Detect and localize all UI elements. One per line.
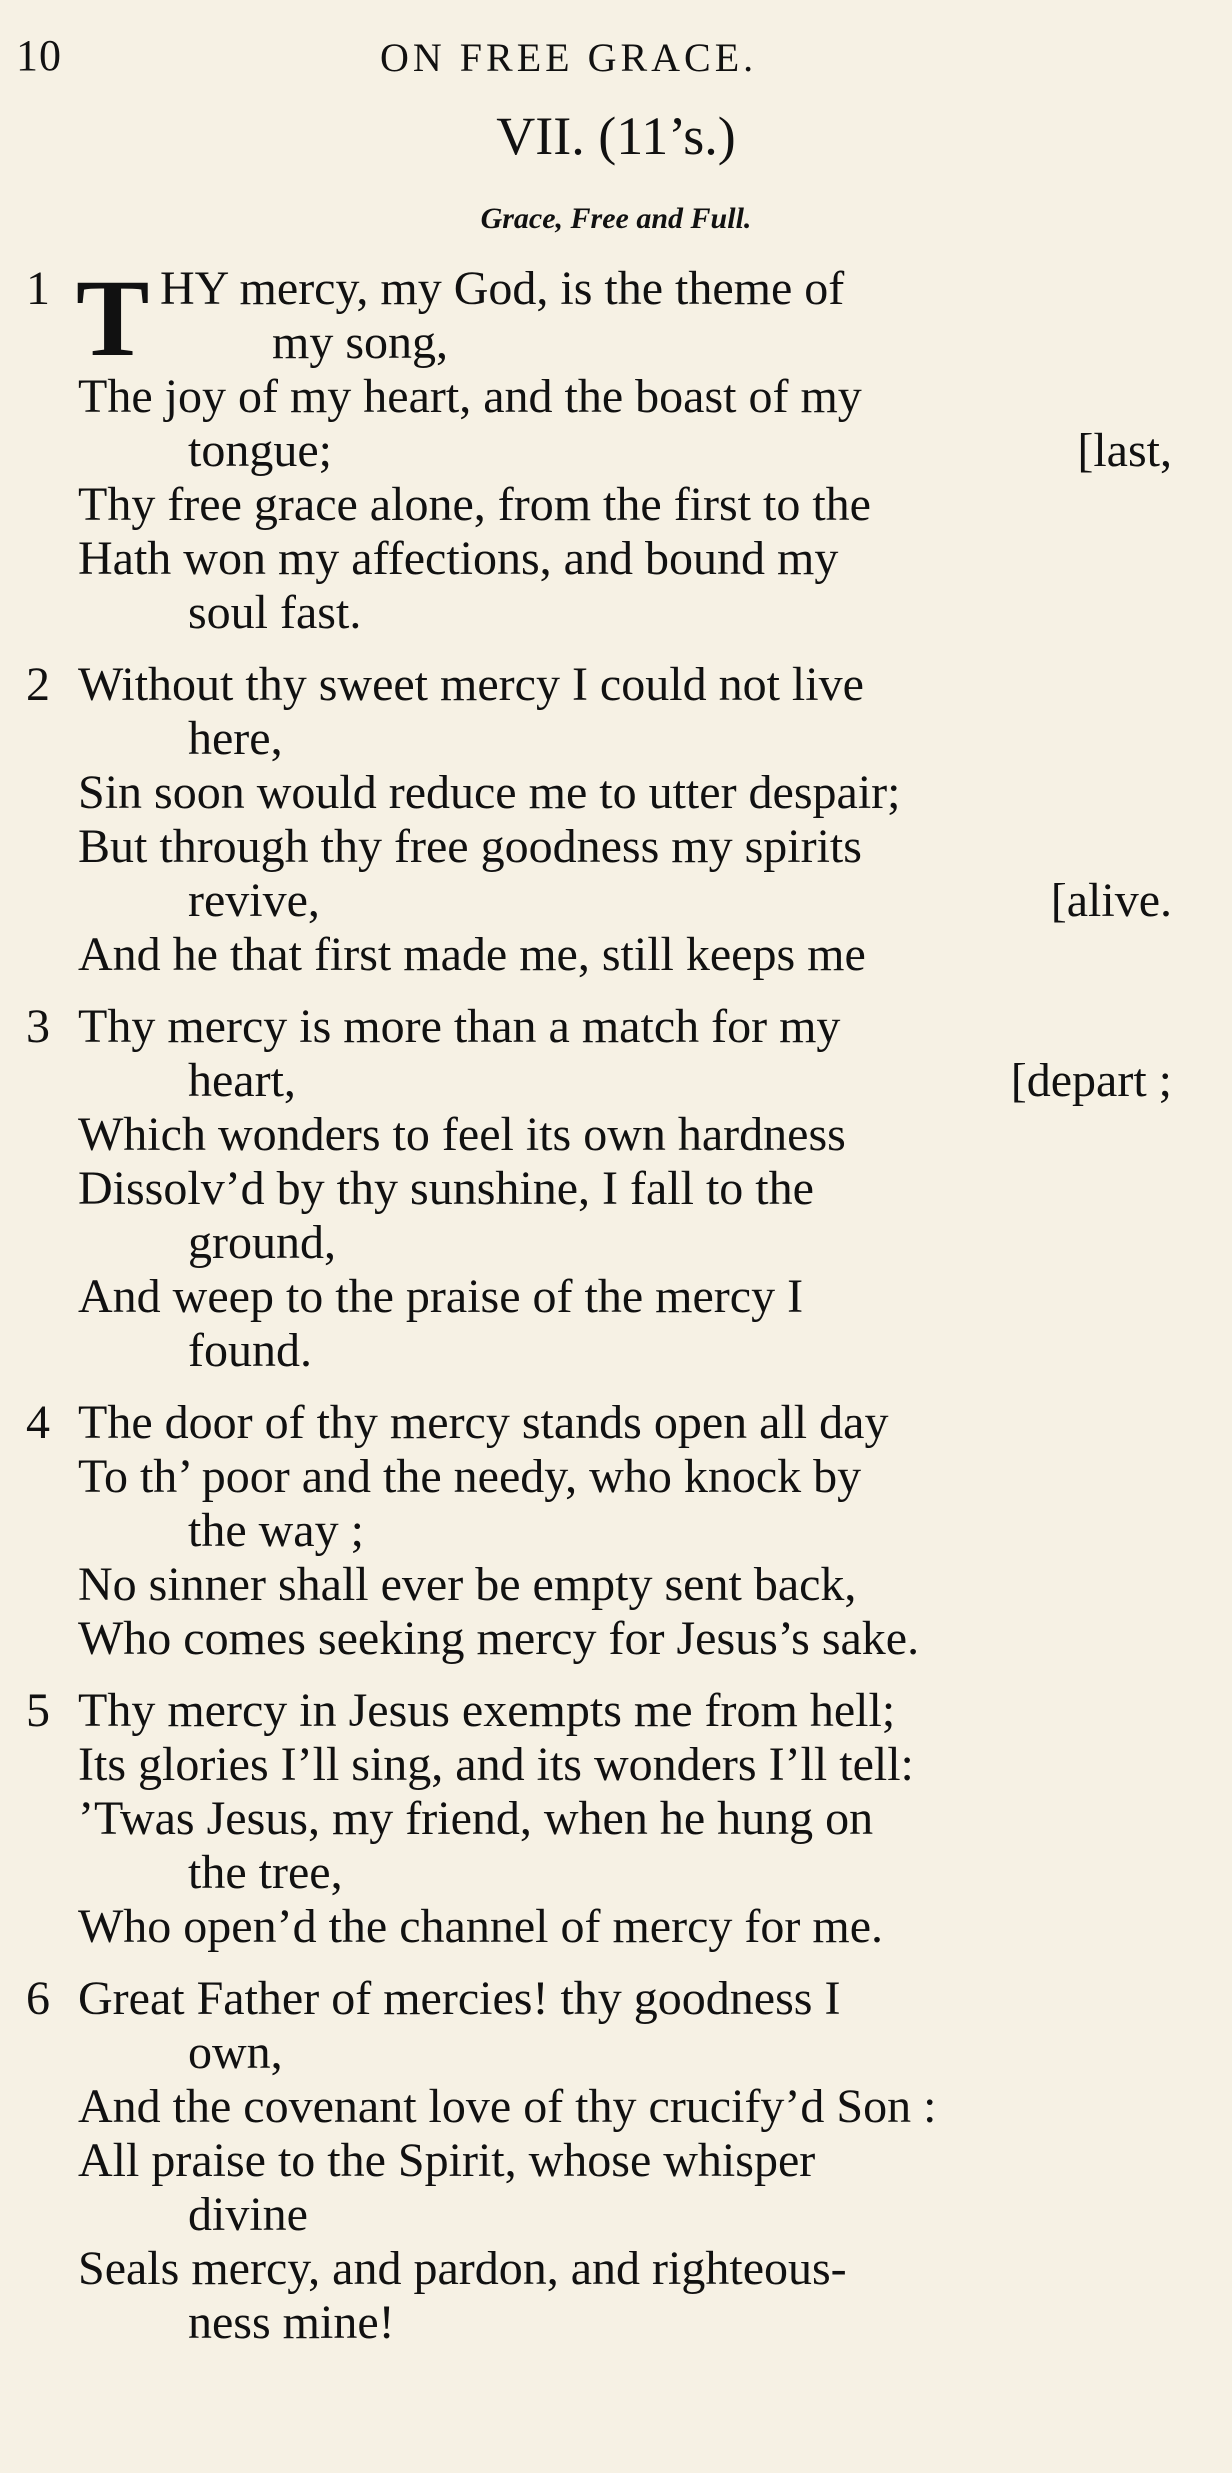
verse-line (0, 586, 1232, 640)
page-header (0, 30, 1232, 90)
verse-line (0, 1162, 1232, 1216)
line-text: The joy of my heart, and the boast of my (78, 370, 862, 423)
line-text: revive, (188, 874, 320, 927)
verse-line (0, 1900, 1232, 1954)
line-text: ground, (188, 1216, 336, 1269)
line-text: my song, (272, 316, 449, 369)
verse-number: 2 (26, 658, 50, 711)
verse-line (0, 2134, 1232, 2188)
verse-line (0, 658, 1232, 712)
line-text: found. (188, 1324, 312, 1377)
running-head: ON FREE GRACE. (380, 35, 758, 80)
line-text: Sin soon would reduce me to utter despair; (78, 766, 901, 819)
verse-line (0, 2296, 1232, 2350)
verse-6 (0, 1972, 1232, 2350)
verse-line (0, 1504, 1232, 1558)
verse-line (0, 1054, 1232, 1108)
line-text: And he that first made me, still keeps me (78, 928, 866, 981)
line-text: divine (188, 2188, 308, 2241)
verse-line (0, 1972, 1232, 2026)
line-text: All praise to the Spirit, whose whisper (78, 2134, 816, 2187)
verse-line (0, 370, 1232, 424)
line-text: own, (188, 2026, 283, 2079)
line-text: Dissolv’d by thy sunshine, I fall to the (78, 1162, 814, 1215)
verse-5 (0, 1684, 1232, 1954)
verse-number: 1 (26, 262, 50, 315)
line-text: Without thy sweet mercy I could not live (78, 658, 864, 711)
line-text: soul fast. (188, 586, 362, 639)
line-text: Thy mercy in Jesus exempts me from hell; (78, 1684, 896, 1737)
verse-line (0, 712, 1232, 766)
verse-line (0, 1270, 1232, 1324)
line-text: HY mercy, my God, is the theme of (160, 262, 845, 315)
verse-line (0, 1000, 1232, 1054)
line-text: Which wonders to feel its own hardness (78, 1108, 846, 1161)
line-text: To th’ poor and the needy, who knock by (78, 1450, 862, 1503)
verse-number: 5 (26, 1684, 50, 1737)
verse-line (0, 1558, 1232, 1612)
verse-number: 4 (26, 1396, 50, 1449)
verse-line (0, 1792, 1232, 1846)
verse-4 (0, 1396, 1232, 1666)
line-text: The door of thy mercy stands open all day (78, 1396, 889, 1449)
line-text: And weep to the praise of the mercy I (78, 1270, 804, 1323)
verse-line (0, 424, 1232, 478)
verse-line (0, 1846, 1232, 1900)
line-tail: [alive. (1050, 874, 1172, 927)
verse-line (0, 1216, 1232, 1270)
line-text: Great Father of mercies! thy goodness I (78, 1972, 841, 2025)
verse-line (0, 2188, 1232, 2242)
verse-line (0, 1450, 1232, 1504)
line-text: Seals mercy, and pardon, and righteous- (78, 2242, 847, 2295)
line-text: Thy mercy is more than a match for my (78, 1000, 841, 1053)
verse-line (0, 1684, 1232, 1738)
verse-1 (0, 257, 1232, 640)
line-text: here, (188, 712, 283, 765)
verse-line (0, 874, 1232, 928)
line-text: Its glories I’ll sing, and its wonders I’ll tell: (78, 1738, 914, 1791)
verse-line (0, 820, 1232, 874)
line-text: the tree, (188, 1846, 343, 1899)
verse-number: 3 (26, 1000, 50, 1053)
verse-line (0, 316, 1232, 370)
drop-cap: T (76, 257, 150, 379)
verse-line (0, 1108, 1232, 1162)
line-text: Thy free grace alone, from the first to the (78, 478, 871, 531)
verse-line (0, 766, 1232, 820)
line-text: Hath won my affections, and bound my (78, 532, 839, 585)
verse-2 (0, 658, 1232, 982)
verse-line (0, 1396, 1232, 1450)
line-text: And the covenant love of thy crucify’d Son : (78, 2080, 937, 2133)
line-text: No sinner shall ever be empty sent back, (78, 1558, 857, 1611)
line-text: the way ; (188, 1504, 364, 1557)
verse-line (0, 1612, 1232, 1666)
verse-line (0, 1324, 1232, 1378)
verse-line (0, 478, 1232, 532)
line-text: ’Twas Jesus, my friend, when he hung on (78, 1792, 874, 1845)
line-text: Who comes seeking mercy for Jesus’s sake. (78, 1612, 920, 1665)
hymn-subtitle: Grace, Free and Full. (480, 202, 752, 235)
verse-line (0, 928, 1232, 982)
verse-line (0, 2080, 1232, 2134)
line-text: heart, (188, 1054, 296, 1107)
verse-line (0, 1738, 1232, 1792)
verse-line (0, 532, 1232, 586)
line-text: Who open’d the channel of mercy for me. (78, 1900, 884, 1953)
verse-line (0, 2026, 1232, 2080)
verse-3 (0, 1000, 1232, 1378)
line-text: But through thy free goodness my spirits (78, 820, 862, 873)
line-text: tongue; (188, 424, 332, 477)
line-tail: [last, (1077, 424, 1172, 477)
verse-line (0, 262, 1232, 316)
verse-line (0, 2242, 1232, 2296)
verses (0, 257, 1232, 2368)
line-tail: [depart ; (1010, 1054, 1172, 1107)
verse-number: 6 (26, 1972, 50, 2025)
page-number: 10 (16, 31, 62, 80)
line-text: ness mine! (188, 2296, 395, 2349)
hymn-number: VII. (11’s.) (496, 106, 736, 166)
